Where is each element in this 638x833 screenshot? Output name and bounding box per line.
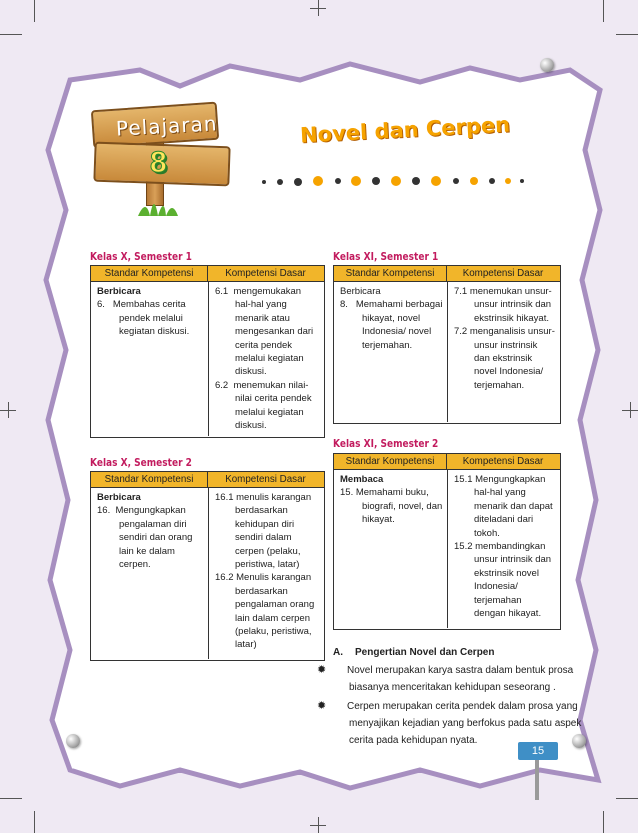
decorative-dots	[258, 174, 538, 188]
competency-item: 15.2 membandingkan unsur intrinsik dan ekstrinsik novel Indonesia/ terjemahan dengan hikayat.	[454, 541, 552, 620]
competency-item: 7.1 menemukan unsur-unsur intrinsik dan ekstrinsik hikayat.	[454, 286, 552, 324]
column-header: Kompetensi Dasar	[207, 472, 323, 487]
competency-table	[333, 265, 561, 424]
pin-icon	[66, 734, 80, 748]
page-number-pole	[535, 760, 539, 800]
grass-icon	[136, 190, 180, 216]
standard-heading: Berbicara	[97, 286, 141, 297]
bullet-text: Cerpen merupakan cerita pendek dalam prosa yang menyajikan kejadian yang berfokus pada satu aspek cerita pada kehidupan nyata.	[347, 701, 582, 746]
competency-item: 6.2 menemukan nilai-nilai cerita pendek melalui kegiatan diskusi.	[215, 379, 312, 432]
section-title: Pengertian Novel dan Cerpen	[355, 647, 495, 658]
page-number: 15	[518, 742, 558, 760]
table-caption: Kelas XI, Semester 2	[333, 437, 439, 450]
competency-table	[90, 265, 325, 438]
competency-item: 16.2 Menulis karangan berdasarkan pengalaman orang lain dalam cerpen (pelaku, peristiwa, latar)	[215, 572, 315, 651]
standard-item: 16. Mengungkapkan pengalaman diri sendiri dan orang lain ke dalam cerpen.	[97, 505, 193, 571]
table-caption: Kelas X, Semester 2	[90, 456, 192, 469]
chapter-title: Novel dan Cerpen	[299, 112, 511, 148]
column-header: Standar Kompetensi	[104, 268, 194, 279]
column-header: Kompetensi Dasar	[446, 266, 559, 281]
section-heading	[333, 644, 573, 661]
column-header: Kompetensi Dasar	[207, 266, 323, 281]
standard-heading: Berbicara	[97, 492, 141, 503]
competency-item: 7.2 menganalisis unsur-unsur instrinsik dan ekstrinsik novel Indonesia/ terjemahan.	[454, 326, 555, 391]
table-caption: Kelas XI, Semester 1	[333, 250, 439, 263]
lesson-label: Pelajaran	[115, 111, 218, 141]
column-header: Standar Kompetensi	[345, 268, 435, 279]
standard-item: 6. Membahas cerita pendek melalui kegiatan diskusi.	[97, 299, 190, 338]
column-header: Kompetensi Dasar	[446, 454, 559, 469]
competency-table	[333, 453, 561, 630]
list-item	[317, 662, 589, 696]
competency-item: 16.1 menulis karangan berdasarkan kehidupan diri sendiri dalam cerpen (pelaku, peristiwa, latar)	[215, 492, 312, 571]
table-caption: Kelas X, Semester 1	[90, 250, 192, 263]
competency-table	[90, 471, 325, 661]
column-header: Standar Kompetensi	[104, 474, 194, 485]
standard-item: 8. Memahami berbagai hikayat, novel Indonesia/ novel terjemahan.	[340, 299, 443, 351]
standard-item: 15. Memahami buku, biografi, novel, dan hikayat.	[340, 487, 443, 526]
standard-heading: Membaca	[340, 474, 384, 485]
star-bullet-icon: ✹	[317, 700, 327, 712]
standard-heading: Berbicara	[340, 286, 381, 297]
star-bullet-icon: ✹	[317, 664, 327, 676]
section-marker: A.	[333, 647, 343, 658]
chapter-number: 8	[150, 146, 167, 179]
bullet-text: Novel merupakan karya sastra dalam bentuk prosa biasanya menceritakan kehidupan seseorang .	[347, 665, 574, 693]
column-header: Standar Kompetensi	[345, 456, 435, 467]
competency-item: 6.1 mengemukakan hal-hal yang menarik atau mengesankan dari cerita pendek melalui kegiatan diskusi.	[215, 286, 314, 378]
competency-item: 15.1 Mengungkapkan hal-hal yang menarik dan dapat diteladani dari tokoh.	[454, 474, 553, 539]
pin-icon	[540, 58, 554, 72]
